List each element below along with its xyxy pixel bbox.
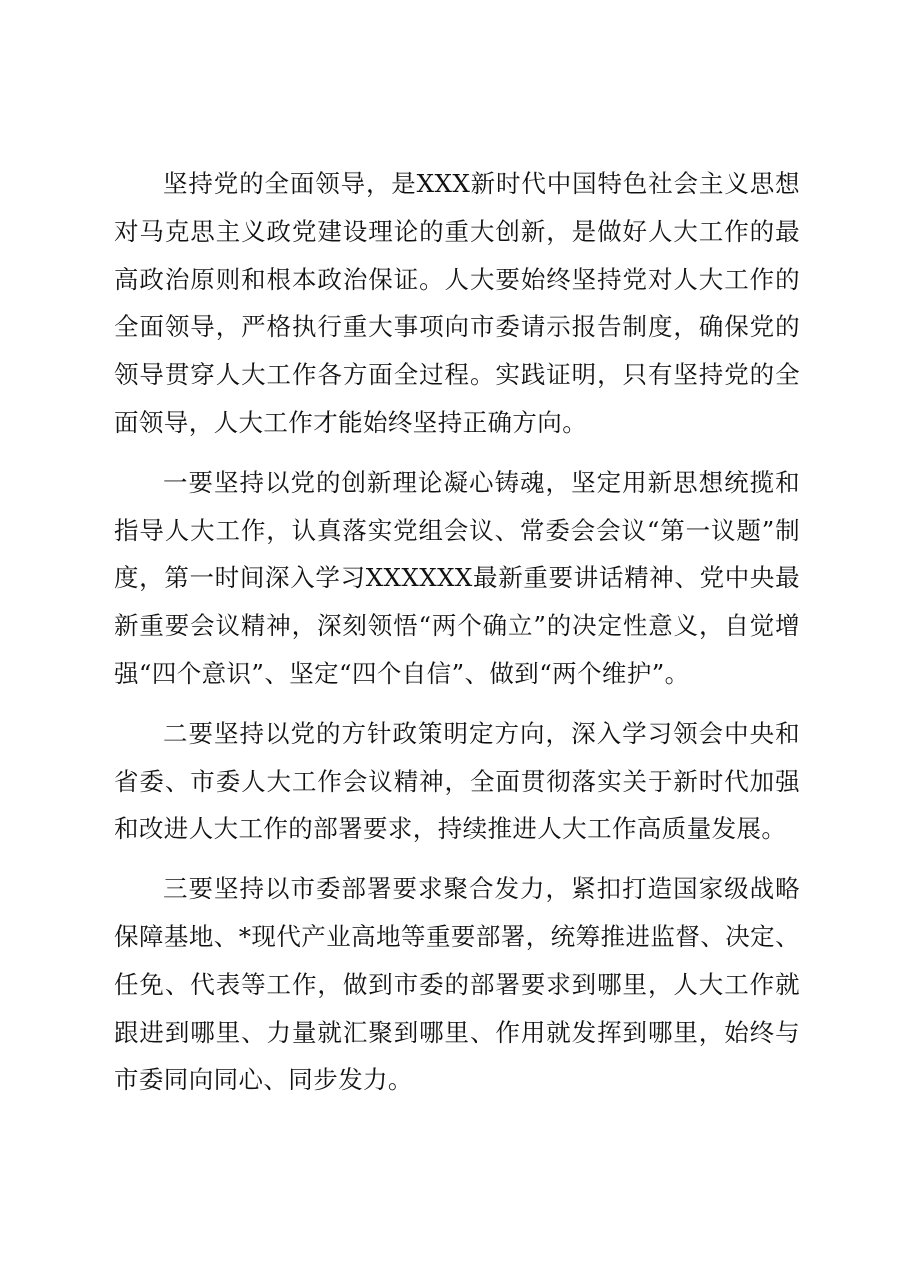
document-body (114, 160, 800, 1116)
paragraph-policy-direction: 二要坚持以党的方针政策明定方向，深入学习领会中央和省委、市委人大工作会议精神，全面贯彻落实关于新时代加强和改进人大工作的部署要求，持续推进人大工作高质量发展。 (114, 718, 800, 844)
paragraph-committee-deployment: 三要坚持以市委部署要求聚合发力，紧扣打造国家级战略保障基地、*现代产业高地等重要部署，统筹推进监督、决定、任免、代表等工作，做到市委的部署要求到哪里，人大工作就跟进到哪里、力量就汇聚到哪里、作用就发挥到哪里，始终与市委同向同心、同步发力。 (114, 874, 800, 1095)
paragraph-party-leadership: 坚持党的全面领导，是XXX新时代中国特色社会主义思想对马克思主义政党建设理论的重大创新，是做好人大工作的最高政治原则和根本政治保证。人大要始终坚持党对人大工作的全面领导，严格执行重大事项向市委请示报告制度，确保党的领导贯穿人大工作各方面全过程。实践证明，只有坚持党的全面领导，人大工作才能始终坚持正确方向。 (114, 169, 800, 437)
paragraph-innovation-theory: 一要坚持以党的创新理论凝心铸魂，坚定用新思想统揽和指导人大工作，认真落实党组会议、常委会会议“第一议题”制度，第一时间深入学习XXXXXX最新重要讲话精神、党中央最新重要会议精神，深刻领悟“两个确立”的决定性意义，自觉增强“四个意识”、坚定“四个自信”、做到“两个维护”。 (114, 467, 800, 688)
